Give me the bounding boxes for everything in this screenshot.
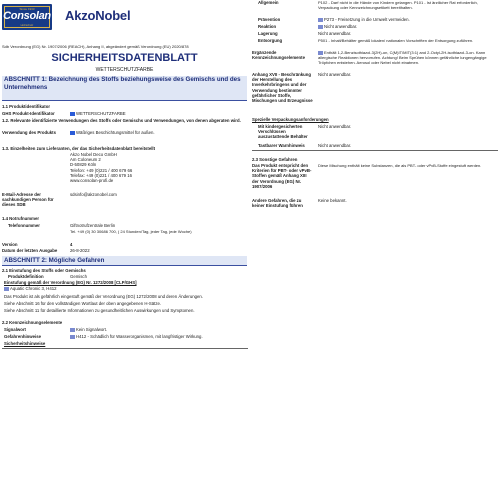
ghs-label: GHS Produkt-Identifikator [2,111,55,116]
checkbox-icon [318,51,323,55]
tel-value: Giftnotrufzentrale Berlin [70,223,116,228]
consolan-logo [2,4,52,30]
anhang-label: Anhang XVII - Beschränkung der Herstellung des Inverkehrbringens und der Verwendung bestimmter gefährlicher Stoffe, Mischungen und Erzeugnisse [252,72,313,104]
s21-heading: 2.1 Einstufung des Stoffs oder Gemischs [2,268,86,273]
supplier-line: Akzo Nobel Deco GmbH [70,152,117,157]
spezielle-title: Spezielle Verpackungsanforderungen [252,117,329,122]
date-label: Datum der letzten Ausgabe [2,248,58,253]
checkbox-icon [4,287,9,291]
andere-label: Andere Gefahren, die zu keiner Einstufung führen [252,198,303,209]
andere-value: Keine bekannt. [318,198,347,203]
s13-heading: 1.3. Einzelheiten zum Lieferanten, der das Sicherheitsdatenblatt bereitstellt [2,146,156,151]
lagerung-value: Nicht anwendbar. [318,31,352,36]
date-value: 26-8-2022 [70,248,90,253]
divider [2,348,248,349]
supplier-line: D-50829 Köln [70,162,97,168]
praevention-value: P273 - Freisetzung in die Umwelt vermeiden. [318,17,498,22]
akzonobel-logo: AkzoNobel [65,8,131,23]
s22-heading: 2.2 Kennzeichnungselemente [2,320,63,325]
checkbox-icon [318,18,323,22]
hazard-label: Gefahrenhinweise [4,334,42,339]
allgemein-label: Allgemein [258,0,279,5]
lagerung-label: Lagerung [258,31,278,36]
anhang-value: Nicht anwendbar. [318,72,352,77]
supplier-block [70,152,170,183]
kinder-value: Nicht anwendbar. [318,124,352,129]
regulation-line: Sdb Verordnung (EG) Nr. 1907/2006 (REACH), Anhang II, abgeändert gemäß Verordnung (EU) 2020/878 [2,44,189,49]
use-value: Wäßriges Beschichtungsmittel für außen. [70,130,245,135]
supplier-line: Telefax: +49 (0)221 / 400 679 16 [70,172,132,178]
ergaenzende-value: Enthält 1,2-Benzisothiazol-3(2H)-on, C(M)IT/MIT(3:1) and 2-Octyl-2H-isothiazol-3-on. Kann allergische Reaktionen hervorrufen. Achtung! Beim Sprühen können gefährliche lungengängige Tröpfchen entstehen. Aerosol oder Nebel nicht einatmen. [318,50,487,65]
product-subtitle: WETTERSCHUTZFARBE [95,67,154,73]
signal-label: Signalwort [4,327,26,332]
use-label: Verwendung des Produkts [2,130,56,135]
classification-title: Einstufung gemäß der Verordnung (EG) Nr. 1272/2008 [CLP/GHS] [4,280,137,285]
logo-wordmark: Consolan [3,10,51,22]
checkbox-icon [70,328,75,332]
reaktion-value: Nicht anwendbar. [318,24,357,29]
email-label: E-Mail-Adresse der sachkundigen Person für dieses SDB [2,192,54,208]
version-label: Version [2,242,18,247]
kinder-label: Mit kindergesicherten Verschlüssen auszustattende Behälter [258,124,308,140]
document-title: SICHERHEITSDATENBLATT [51,52,198,64]
hazard-value: H412 - Schädlich für Wasserorganismen, mit langfristiger Wirkung. [70,334,245,339]
logo-subline: Holzschutz [20,24,34,27]
pbt-label: Das Produkt entspricht den Kriterien für PBT- oder vPvB-Stoffen gemäß Anhang XIII der Verordnung (EG) Nr. 1907/2006 [252,163,312,189]
para1: Das Produkt ist als gefährlich eingestuft gemäß der Verordnung (EG) 1272/2008 und deren Änderungen. [4,294,203,299]
allgemein-value: P102 - Darf nicht in die Hände von Kindern gelangen. P101 - Ist ärztlicher Rat erforderlich, Verpackung oder Kennzeichnungsetikett bereithalten. [318,0,478,11]
logo-tagline: Since 1933 [19,7,35,11]
section1-heading: ABSCHNITT 1: Bezeichnung des Stoffs beziehungsweise des Gemischs und des Unternehmens [2,76,247,101]
divider [252,150,498,151]
def-label: Produktdefinition [8,274,44,279]
classification-value: Aquatic Chronic 3, H412 [4,286,57,291]
checkbox-icon [70,335,75,339]
def-value: Gemisch [70,274,87,279]
tel-value-detail: Tel. +49 (0) 30 30686 700, ( 24 Stunden/Tag, jeder Tag, jede Woche) [70,229,192,234]
supplier-line: www.consolan-profi.de [70,178,114,184]
supplier-line: Am Coloneum 2 [70,157,101,163]
pbt-value: Diese Mischung enthält keine Substanzen, die als PBT- oder vPvB-Stoffe eingestuft werden. [318,163,482,168]
check-icon [70,131,75,135]
email-value[interactable]: sdsinfo@akzonobel.com [70,192,117,197]
s11-heading: 1.1 Produktidentifikator [2,104,50,109]
entsorgung-label: Entsorgung [258,38,283,43]
tel-label: Telefonnummer [8,223,40,228]
ghs-value: WETTERSCHUTZFARBE [70,111,245,116]
check-icon [70,112,75,116]
signal-value: Kein Signalwort. [70,327,107,332]
s12-heading: 1.2. Relevante identifizierte Verwendungen des Stoffs oder Gemischs und Verwendungen, von denen abgeraten wird. [2,118,241,123]
para2: Siehe Abschnitt 16 für den vollständigen Wortlaut der oben angegebenen H-Sätze. [4,301,162,306]
section2-heading: ABSCHNITT 2: Mögliche Gefahren [2,256,247,266]
version-value: 4 [70,242,73,247]
tastbar-label: Tastbarer Warnhinweis [258,143,305,148]
tastbar-value: Nicht anwendbar. [318,143,352,148]
s23-heading: 2.3 Sonstige Gefahren [252,157,298,162]
ergaenzende-label: Ergänzende Kennzeichnungselemente [252,50,306,61]
supplier-line: Telefon: +49 (0)221 / 400 679 66 [70,167,133,173]
safety-label: Sicherheitshinweise [4,341,46,346]
s14-heading: 1.4 Notrufnummer [2,216,40,221]
entsorgung-value: P501 - Inhalt/Behälter gemäß lokalen/ nationalen Vorschriften der Entsorgung zuführen. [318,38,474,43]
checkbox-icon [318,25,323,29]
para3: Siehe Abschnitt 11 für detaillierte Informationen zu gesundheitlichen Auswirkungen und Symptomen. [4,308,195,313]
reaktion-label: Reaktion [258,24,277,29]
praevention-label: Prävention [258,17,281,22]
